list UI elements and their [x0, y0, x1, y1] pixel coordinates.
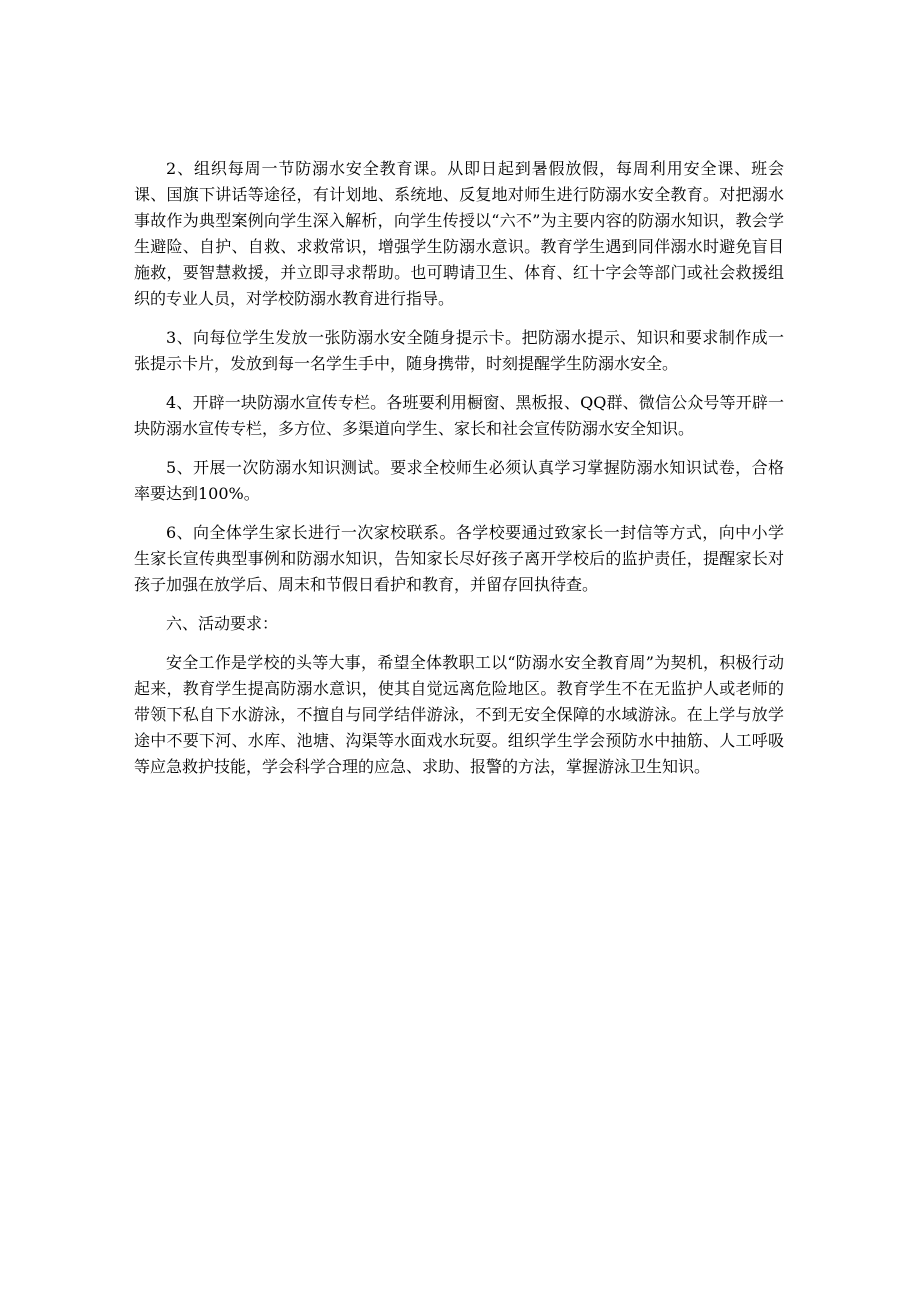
paragraph-item-4: 4、开辟一块防溺水宣传专栏。各班要利用橱窗、黑板报、QQ群、微信公众号等开辟一块防溺水宣传专栏，多方位、多渠道向学生、家长和社会宣传防溺水安全知识。	[134, 393, 784, 438]
section-heading-requirements: 六、活动要求：	[166, 614, 279, 633]
paragraph-item-6: 6、向全体学生家长进行一次家校联系。各学校要通过致家长一封信等方式，向中小学生家长宣传典型事例和防溺水知识，告知家长尽好孩子离开学校后的监护责任，提醒家长对孩子加强在放学后、周末和节假日看护和教育，并留存回执待查。	[134, 523, 784, 594]
paragraph-item-5: 5、开展一次防溺水知识测试。要求全校师生必须认真学习掌握防溺水知识试卷，合格率要达到100%。	[134, 458, 784, 503]
document-body	[134, 156, 784, 793]
paragraph-item-2: 2、组织每周一节防溺水安全教育课。从即日起到暑假放假，每周利用安全课、班会课、国旗下讲话等途径，有计划地、系统地、反复地对师生进行防溺水安全教育。对把溺水事故作为典型案例向学生深入解析，向学生传授以“六不”为主要内容的防溺水知识，教会学生避险、自护、自救、求救常识，增强学生防溺水意识。教育学生遇到同伴溺水时避免盲目施救，要智慧救援，并立即寻求帮助。也可聘请卫生、体育、红十字会等部门或社会救援组织的专业人员，对学校防溺水教育进行指导。	[134, 159, 784, 308]
paragraph-requirements: 安全工作是学校的头等大事，希望全体教职工以“防溺水安全教育周”为契机，积极行动起来，教育学生提高防溺水意识，使其自觉远离危险地区。教育学生不在无监护人或老师的带领下私自下水游泳，不擅自与同学结伴游泳，不到无安全保障的水域游泳。在上学与放学途中不要下河、水库、池塘、沟渠等水面戏水玩耍。组织学生学会预防水中抽筋、人工呼吸等应急救护技能，学会科学合理的应急、求助、报警的方法，掌握游泳卫生知识。	[134, 653, 784, 776]
paragraph-item-3: 3、向每位学生发放一张防溺水安全随身提示卡。把防溺水提示、知识和要求制作成一张提示卡片，发放到每一名学生手中，随身携带，时刻提醒学生防溺水安全。	[134, 328, 784, 373]
